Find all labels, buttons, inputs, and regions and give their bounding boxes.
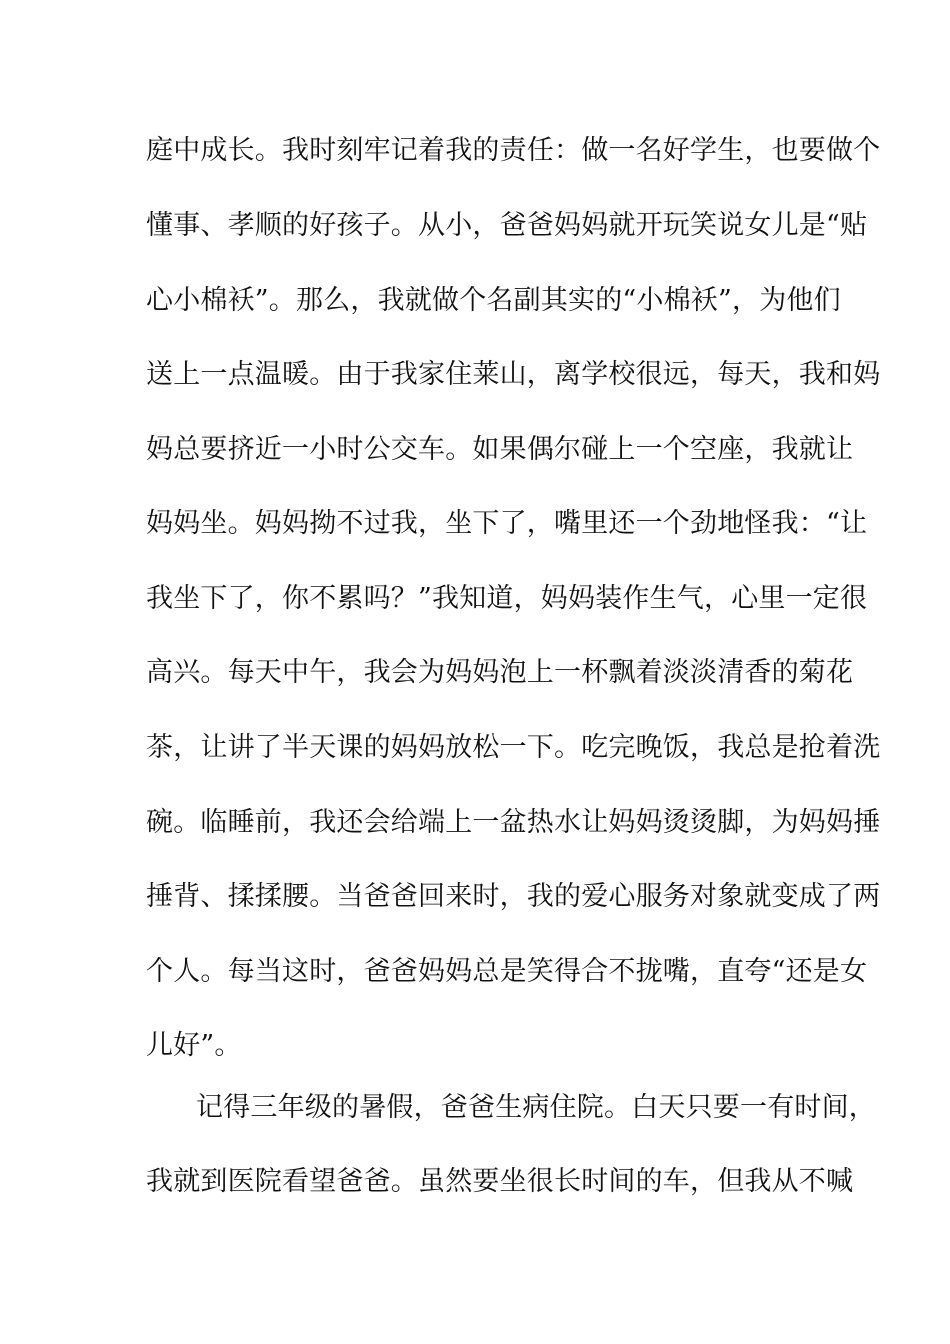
text-line: 我坐下了，你不累吗？”我知道，妈妈装作生气，心里一定很 [146, 583, 868, 614]
text-line: 懂事、孝顺的好孩子。从小，爸爸妈妈就开玩笑说女儿是“贴 [146, 210, 868, 241]
text-line: 儿好”。 [146, 1030, 242, 1061]
text-line: 庭中成长。我时刻牢记着我的责任：做一名好学生，也要做个 [146, 135, 881, 166]
text-line: 妈总要挤近一小时公交车。如果偶尔碰上一个空座，我就让 [146, 434, 854, 465]
text-line: 妈妈坐。妈妈拗不过我，坐下了，嘴里还一个劲地怪我：“让 [146, 508, 868, 539]
text-line: 茶，让讲了半天课的妈妈放松一下。吃完晚饭，我总是抢着洗 [146, 732, 881, 763]
text-line: 心小棉袄”。那么，我就做个名副其实的“小棉袄”，为他们 [146, 285, 841, 316]
text-line: 碗。临睡前，我还会给端上一盆热水让妈妈烫烫脚，为妈妈捶 [146, 807, 881, 838]
text-line: 高兴。每天中午，我会为妈妈泡上一杯飘着淡淡清香的菊花 [146, 657, 854, 688]
text-line: 记得三年级的暑假，爸爸生病住院。白天只要一有时间， [196, 1092, 876, 1123]
text-line: 我就到医院看望爸爸。虽然要坐很长时间的车，但我从不喊 [146, 1166, 854, 1197]
text-line: 个人。每当这时，爸爸妈妈总是笑得合不拢嘴，直夸“还是女 [146, 956, 868, 987]
text-line: 送上一点温暖。由于我家住莱山，离学校很远，每天，我和妈 [146, 359, 881, 390]
text-line: 捶背、揉揉腰。当爸爸回来时，我的爱心服务对象就变成了两 [146, 881, 881, 912]
